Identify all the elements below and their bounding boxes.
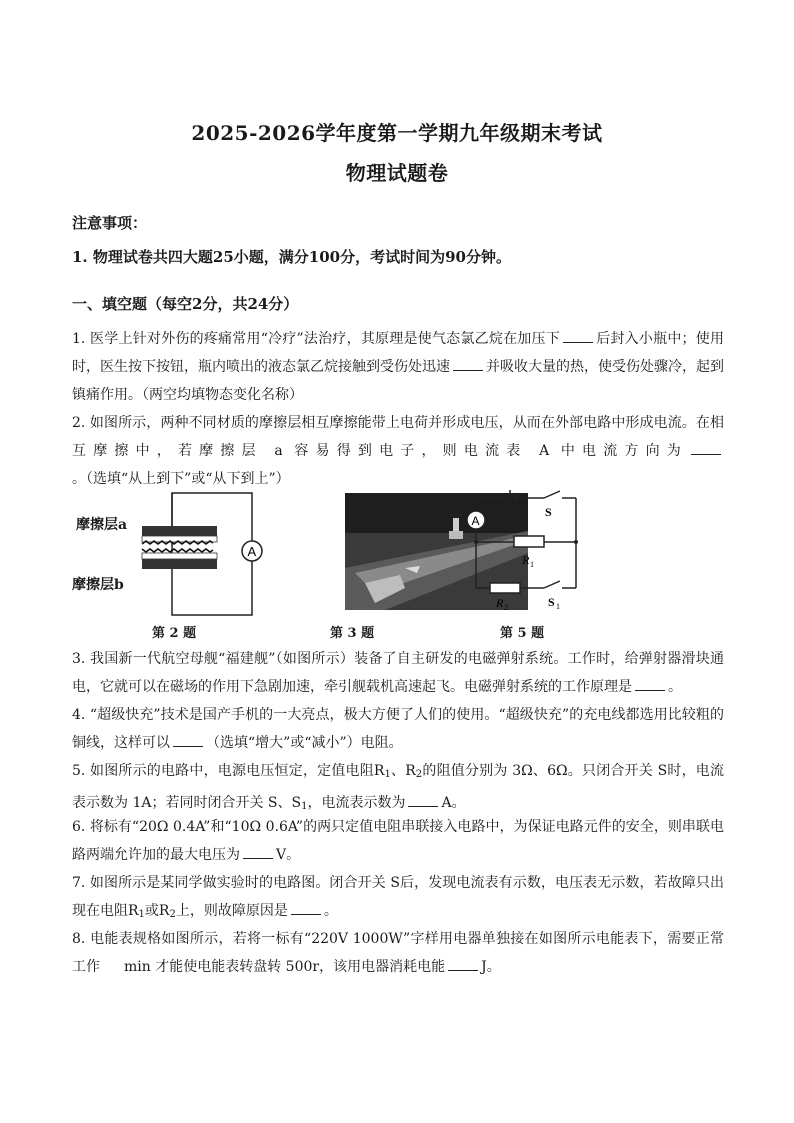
q7-r2: R — [158, 903, 170, 919]
answer-blank — [173, 732, 203, 747]
answer-blank — [448, 956, 478, 971]
question-4 — [72, 701, 724, 757]
figure-5-circuit — [460, 490, 585, 615]
q5-text-3: ，电流表示数为 — [307, 795, 406, 811]
fig2-meter-label: A — [247, 544, 257, 559]
q7-text-2: 上，则故障原因是 — [175, 903, 288, 919]
fig5-meter-label: A — [471, 514, 480, 528]
figure-2-diagram — [72, 488, 272, 618]
q5-text-2: 的阻值分别为 3Ω、6Ω。只闭合开关 S时，电流表示数为 1A；若同时闭合开关 S、 — [72, 763, 724, 811]
fig5-r1-sub: 1 — [530, 560, 534, 569]
answer-blank — [453, 356, 483, 371]
answer-blank — [635, 676, 665, 691]
q7-text-1: 7. 如图所示是某同学做实验时的电路图。闭合开关 S后，发现电流表有示数，电压表无示数，若故障只出现在电阻 — [72, 875, 724, 919]
notes-heading: 注意事项： — [72, 214, 148, 232]
figures-row — [72, 488, 592, 640]
fig5-s1-sub: 1 — [556, 602, 560, 611]
question-1 — [72, 325, 724, 409]
q1-text-3: 并吸收大量的热，使受伤处骤冷，起到镇痛作用。（两空均填物态变化名称） — [72, 359, 724, 403]
q8-unit: J。 — [481, 959, 501, 975]
answer-blank — [691, 440, 721, 455]
fig5-switch-s: S — [545, 505, 552, 519]
fig2-label-a: 摩擦层a — [76, 517, 128, 533]
fig5-r1-label: R — [522, 553, 530, 567]
q7-r1-sub: 1 — [138, 909, 145, 920]
answer-blank — [243, 844, 273, 859]
q7-r1: R — [128, 903, 139, 919]
question-2 — [72, 409, 724, 493]
q1-text-2: 后封入小瓶中；使用时，医生按下按钮，瓶内喷出的液态氯乙烷接触到受伤处迅速 — [72, 331, 725, 375]
q5-text-1: 5. 如图所示的电路中，电源电压恒定，定值电阻 — [72, 763, 374, 779]
q6-text-1: 6. 将标有“20Ω 0.4A”和“10Ω 0.6A”的两只定值电阻串联接入电路中，为保证电路元件的安全，则串联电路两端允许加的最大电压为 — [72, 819, 724, 863]
answer-blank — [408, 792, 438, 807]
answer-blank — [563, 328, 593, 343]
question-6 — [72, 813, 724, 869]
q2-text-1: 2. 如图所示，两种不同材质的摩擦层相互摩擦能带上电荷并形成电压，从而在外部电路中形成电流。在相互摩擦中，若摩擦层 a 容易得到电子，则电流表 A 中电流方向为 — [72, 415, 724, 459]
question-3 — [72, 645, 724, 701]
q7-r2-sub: 2 — [169, 909, 176, 920]
q6-unit: V。 — [276, 847, 301, 863]
fig5-r2-sub: 2 — [504, 603, 508, 612]
q5-unit: A。 — [441, 795, 466, 811]
q7-or: 或 — [144, 903, 159, 919]
question-7 — [72, 869, 724, 929]
notes-item-1: 1. 物理试卷共四大题25小题，满分100分，考试时间为90分钟。 — [72, 248, 511, 266]
fig5-switch-s1: S — [548, 595, 555, 609]
q5-r1: R — [373, 763, 385, 779]
q8-text-2: min 才能使电能表转盘转 500r，该用电器消耗电能 — [124, 959, 446, 975]
section-1-heading: 一、填空题（每空2分，共24分） — [72, 295, 299, 313]
q3-text-2: 。 — [668, 679, 682, 695]
question-8 — [72, 925, 724, 981]
exam-subtitle: 物理试题卷 — [345, 161, 449, 185]
q4-text-1: 4. “超级快充”技术是国产手机的一大亮点，极大方便了人们的使用。“超级快充”的充电线都选用比较粗的铜线，这样可以 — [72, 707, 724, 751]
q5-sep: 、 — [390, 763, 406, 779]
q5-r2-sub: 2 — [415, 769, 423, 780]
fig3-caption: 第 3 题 — [330, 626, 375, 641]
answer-blank — [103, 957, 121, 971]
q5-switch-sub: 1 — [301, 801, 308, 812]
q2-text-2: 。（选填“从上到下”或“从下到上”） — [72, 471, 290, 487]
q7-text-3: 。 — [323, 903, 338, 919]
q8-text-1: 8. 电能表规格如图所示，若将一标有“220V 1000W”字样用电器单独接在如图所示电能表下，需要正常工作 — [72, 931, 724, 975]
q4-text-2: （选填“增大”或“减小”）电阻。 — [206, 735, 403, 751]
fig2-caption: 第 2 题 — [152, 626, 197, 641]
fig5-caption: 第 5 题 — [500, 626, 545, 641]
q5-switch: S — [291, 795, 302, 811]
fig5-r2-label: R — [496, 596, 504, 610]
fig2-label-b: 摩擦层b — [72, 577, 124, 593]
q5-r1-sub: 1 — [384, 769, 391, 780]
q1-text-1: 1. 医学上针对外伤的疼痛常用“冷疗”法治疗，其原理是使气态氯乙烷在加压下 — [72, 331, 560, 347]
q3-text-1: 3. 我国新一代航空母舰“福建舰”（如图所示）装备了自主研发的电磁弹射系统。工作时，给弹射器滑块通电，它就可以在磁场的作用下急剧加速，牵引舰载机高速起飞。电磁弹射系统的工作原理是 — [72, 651, 724, 695]
answer-blank — [291, 900, 321, 915]
q5-r2: R — [405, 763, 416, 779]
question-5 — [72, 757, 724, 821]
exam-title: 2025-2026学年度第一学期九年级期末考试 — [191, 121, 603, 145]
